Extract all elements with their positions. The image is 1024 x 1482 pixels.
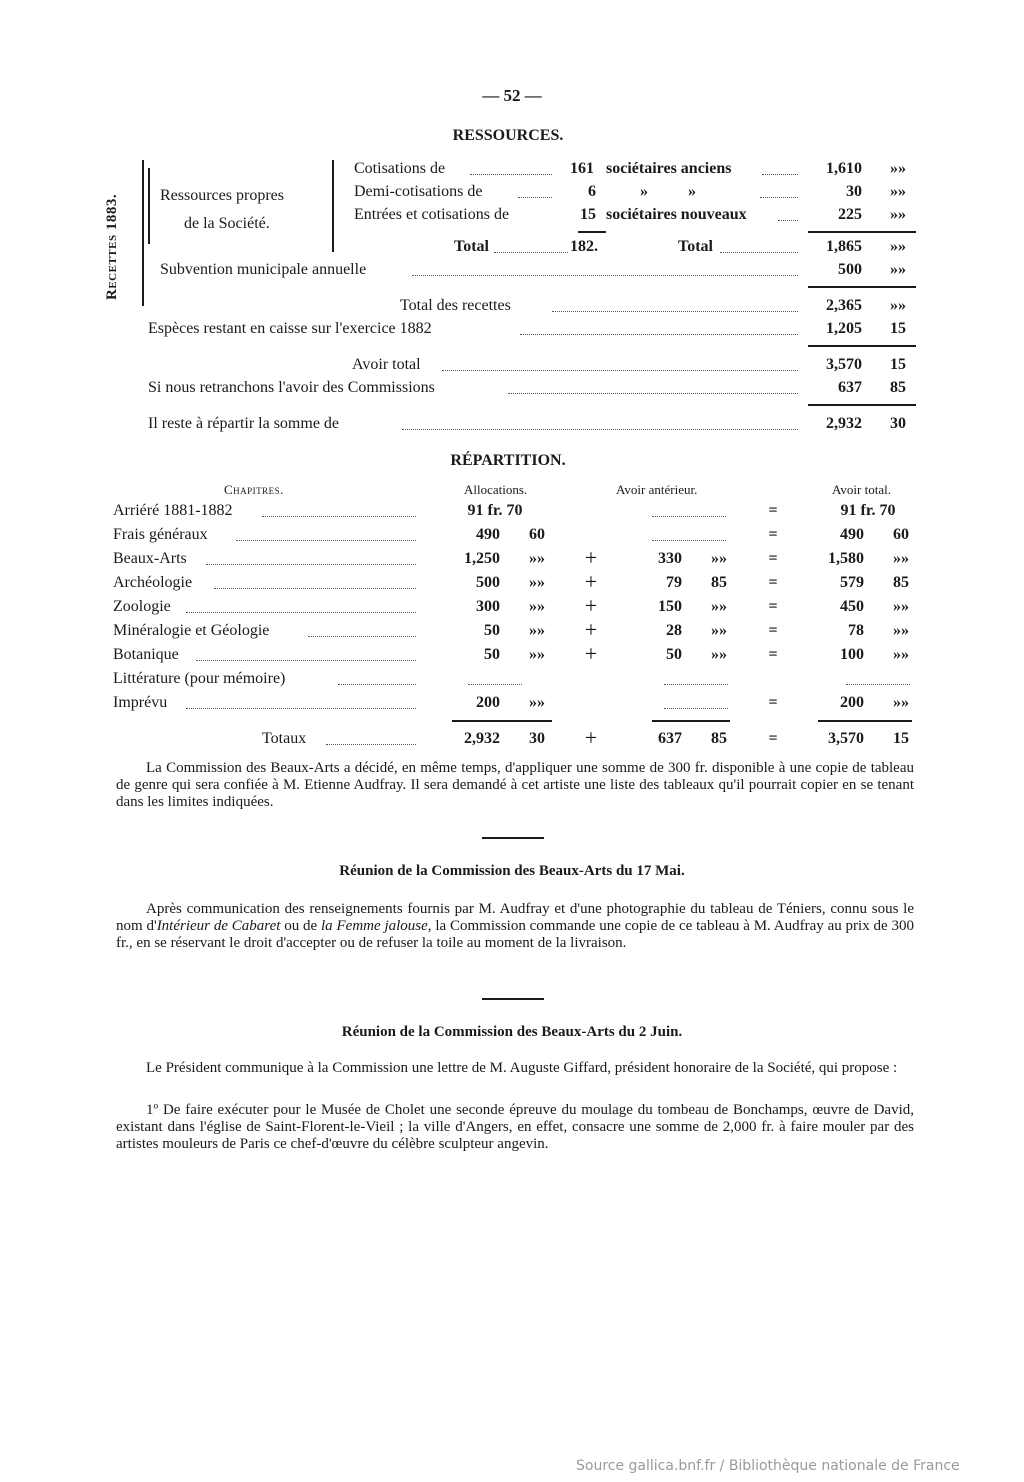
section-divider <box>482 837 544 839</box>
total: 579 <box>840 574 864 591</box>
source-footer: Source gallica.bnf.fr / Bibliothèque nationale de France <box>576 1458 960 1474</box>
chapitre: Beaux-Arts <box>113 550 187 567</box>
alloc-cents: »» <box>529 694 545 711</box>
equals-sign: = <box>768 550 778 567</box>
alloc: 500 <box>476 574 500 591</box>
section-heading-17-mai: Réunion de la Commission des Beaux-Arts du 17 Mai. <box>339 863 685 879</box>
total-cents: 60 <box>893 526 909 543</box>
alloc-cents: »» <box>529 646 545 663</box>
artwork-title: la Femme jalouse <box>321 918 428 934</box>
chapitre: Botanique <box>113 646 179 663</box>
alloc: 1,250 <box>464 550 500 567</box>
header-allocations: Allocations. <box>464 482 528 497</box>
paragraph-text: , la Commission commande une copie de ce tableau à M. Audfray au prix de 300 fr., en se réservant le droit d'accepter ou de refuser la toile au moment de la livraison. <box>116 918 914 951</box>
row-count: 161 <box>570 160 594 177</box>
total-recettes-cents: »» <box>890 297 906 314</box>
anterieur-cents: 85 <box>711 574 727 591</box>
total-cents: »» <box>890 238 906 255</box>
anterieur-cents: »» <box>711 622 727 639</box>
equals-sign: = <box>768 730 778 747</box>
paragraph-text: La Commission des Beaux-Arts a décidé, en même temps, d'appliquer une somme de 300 fr. disponible à une copie de tableau de genre qui sera confiée à M. Etienne Audfray. Il sera demandé à cet artiste une liste des tableaux qu'il pourrait copier en se tenant dans les limites indiquées. <box>116 760 914 810</box>
avoir-total-cents: 15 <box>890 356 906 373</box>
totaux-anterieur: 637 <box>658 730 682 747</box>
group-label-2: de la Société. <box>184 215 270 232</box>
total: 1,580 <box>828 550 864 567</box>
alloc: 200 <box>476 694 500 711</box>
total: 91 fr. 70 <box>840 502 896 519</box>
equals-sign: = <box>768 574 778 591</box>
retranchons-label: Si nous retranchons l'avoir des Commissions <box>148 379 435 396</box>
paragraph-text: Après communication des renseignements fournis par M. Audfray et d'une photographie du tableau de Téniers, connu sous le nom d' <box>116 901 914 934</box>
reste-cents: 30 <box>890 415 906 432</box>
row-desc: sociétaires nouveaux <box>606 206 747 223</box>
plus-sign: + <box>584 593 598 618</box>
anterieur: 330 <box>658 550 682 567</box>
row-left: Demi-cotisations de <box>354 183 483 200</box>
row-desc: » » <box>640 183 696 200</box>
totaux-total-cents: 15 <box>893 730 909 747</box>
row-desc: sociétaires anciens <box>606 160 732 177</box>
retranchons-cents: 85 <box>890 379 906 396</box>
paragraph-17-mai <box>116 901 914 952</box>
repartition-title: RÉPARTITION. <box>450 452 566 469</box>
reste-label: Il reste à répartir la somme de <box>148 415 340 432</box>
total-label-2: Total <box>678 238 713 255</box>
plus-sign: + <box>584 725 598 750</box>
alloc-cents: 60 <box>529 526 545 543</box>
avoir-total-label: Avoir total <box>352 356 421 373</box>
equals-sign: = <box>768 526 778 543</box>
paragraph-2-juin <box>116 1060 914 1077</box>
plus-sign: + <box>584 545 598 570</box>
total-label: Total <box>454 238 489 255</box>
anterieur: 150 <box>658 598 682 615</box>
section-divider <box>482 998 544 1000</box>
alloc: 490 <box>476 526 500 543</box>
ressources-brace-left <box>148 168 150 244</box>
especes-cents: 15 <box>890 320 906 337</box>
total-recettes-amount: 2,365 <box>826 297 862 314</box>
row-cents: »» <box>890 183 906 200</box>
total-cents: »» <box>893 646 909 663</box>
header-avoir-anterieur: Avoir antérieur. <box>616 482 698 497</box>
chapitre: Frais généraux <box>113 526 208 543</box>
row-amount: 225 <box>838 206 862 223</box>
paragraph-beaux-arts <box>116 760 914 811</box>
page-number: — 52 — <box>482 86 542 105</box>
chapitre: Minéralogie et Géologie <box>113 622 270 639</box>
plus-sign: + <box>584 617 598 642</box>
alloc-cents: »» <box>529 622 545 639</box>
chapitre: Imprévu <box>113 694 168 711</box>
anterieur-cents: »» <box>711 646 727 663</box>
header-chapitres: Chapitres. <box>224 482 284 497</box>
total-cents: 85 <box>893 574 909 591</box>
totaux-alloc-cents: 30 <box>529 730 545 747</box>
equals-sign: = <box>768 502 778 519</box>
subvention-label: Subvention municipale annuelle <box>160 261 367 278</box>
row-left: Cotisations de <box>354 160 446 177</box>
anterieur: 79 <box>666 574 682 591</box>
recettes-side-label: Recettes 1883. <box>104 193 120 300</box>
alloc: 50 <box>484 622 500 639</box>
recettes-brace <box>142 160 144 306</box>
row-count: 6 <box>588 183 596 200</box>
total-count: 182. <box>570 238 598 255</box>
total: 100 <box>840 646 864 663</box>
paragraph-proposal-1 <box>116 1102 914 1153</box>
total-cents: »» <box>893 598 909 615</box>
anterieur: 50 <box>666 646 682 663</box>
totaux-total: 3,570 <box>828 730 864 747</box>
totaux-alloc: 2,932 <box>464 730 500 747</box>
total-amount: 1,865 <box>826 238 862 255</box>
ressources-title: RESSOURCES. <box>452 127 564 144</box>
paragraph-text: Le Président communique à la Commission une lettre de M. Auguste Giffard, président honoraire de la Société, qui propose : <box>146 1060 898 1076</box>
total: 200 <box>840 694 864 711</box>
equals-sign: = <box>768 622 778 639</box>
chapitre: Littérature (pour mémoire) <box>113 670 286 687</box>
retranchons-amount: 637 <box>838 379 862 396</box>
row-count: 15 <box>580 206 596 223</box>
artwork-title: Intérieur de Cabaret <box>156 918 281 934</box>
total: 450 <box>840 598 864 615</box>
chapitre: Arriéré 1881-1882 <box>113 502 233 519</box>
equals-sign: = <box>768 598 778 615</box>
equals-sign: = <box>768 694 778 711</box>
total-cents: »» <box>893 550 909 567</box>
subvention-amount: 500 <box>838 261 862 278</box>
total: 490 <box>840 526 864 543</box>
ressources-brace-right <box>332 160 334 252</box>
especes-amount: 1,205 <box>826 320 862 337</box>
chapitre: Zoologie <box>113 598 171 615</box>
plus-sign: + <box>584 569 598 594</box>
totaux-label: Totaux <box>262 730 307 747</box>
anterieur-cents: »» <box>711 550 727 567</box>
alloc: 91 fr. 70 <box>467 502 523 519</box>
totaux-anterieur-cents: 85 <box>711 730 727 747</box>
paragraph-text: 1º De faire exécuter pour le Musée de Cholet une seconde épreuve du moulage du tombeau de Bonchamps, œuvre de David, existant dans l'église de Saint-Florent-le-Vieil ; la ville d'Angers, en effet, consacre une somme de 2,000 fr. à faire mouler par des artistes mouleurs de Paris ce chef-d'œuvre du célèbre sculpteur angevin. <box>116 1102 914 1152</box>
chapitre: Archéologie <box>113 574 193 591</box>
row-amount: 30 <box>846 183 862 200</box>
plus-sign: + <box>584 641 598 666</box>
total: 78 <box>848 622 864 639</box>
group-label-1: Ressources propres <box>160 187 284 204</box>
header-avoir-total: Avoir total. <box>832 482 891 497</box>
row-amount: 1,610 <box>826 160 862 177</box>
alloc-cents: »» <box>529 574 545 591</box>
anterieur: 28 <box>666 622 682 639</box>
section-heading-2-juin: Réunion de la Commission des Beaux-Arts du 2 Juin. <box>341 1024 683 1040</box>
row-cents: »» <box>890 160 906 177</box>
total-recettes-label: Total des recettes <box>400 297 511 314</box>
paragraph-text: ou de <box>280 918 322 934</box>
row-cents: »» <box>890 206 906 223</box>
subvention-cents: »» <box>890 261 906 278</box>
alloc: 50 <box>484 646 500 663</box>
avoir-total-amount: 3,570 <box>826 356 862 373</box>
total-cents: »» <box>893 694 909 711</box>
alloc-cents: »» <box>529 550 545 567</box>
reste-amount: 2,932 <box>826 415 862 432</box>
row-left: Entrées et cotisations de <box>354 206 510 223</box>
total-cents: »» <box>893 622 909 639</box>
alloc-cents: »» <box>529 598 545 615</box>
alloc: 300 <box>476 598 500 615</box>
equals-sign: = <box>768 646 778 663</box>
anterieur-cents: »» <box>711 598 727 615</box>
especes-label: Espèces restant en caisse sur l'exercice 1882 <box>148 320 432 337</box>
